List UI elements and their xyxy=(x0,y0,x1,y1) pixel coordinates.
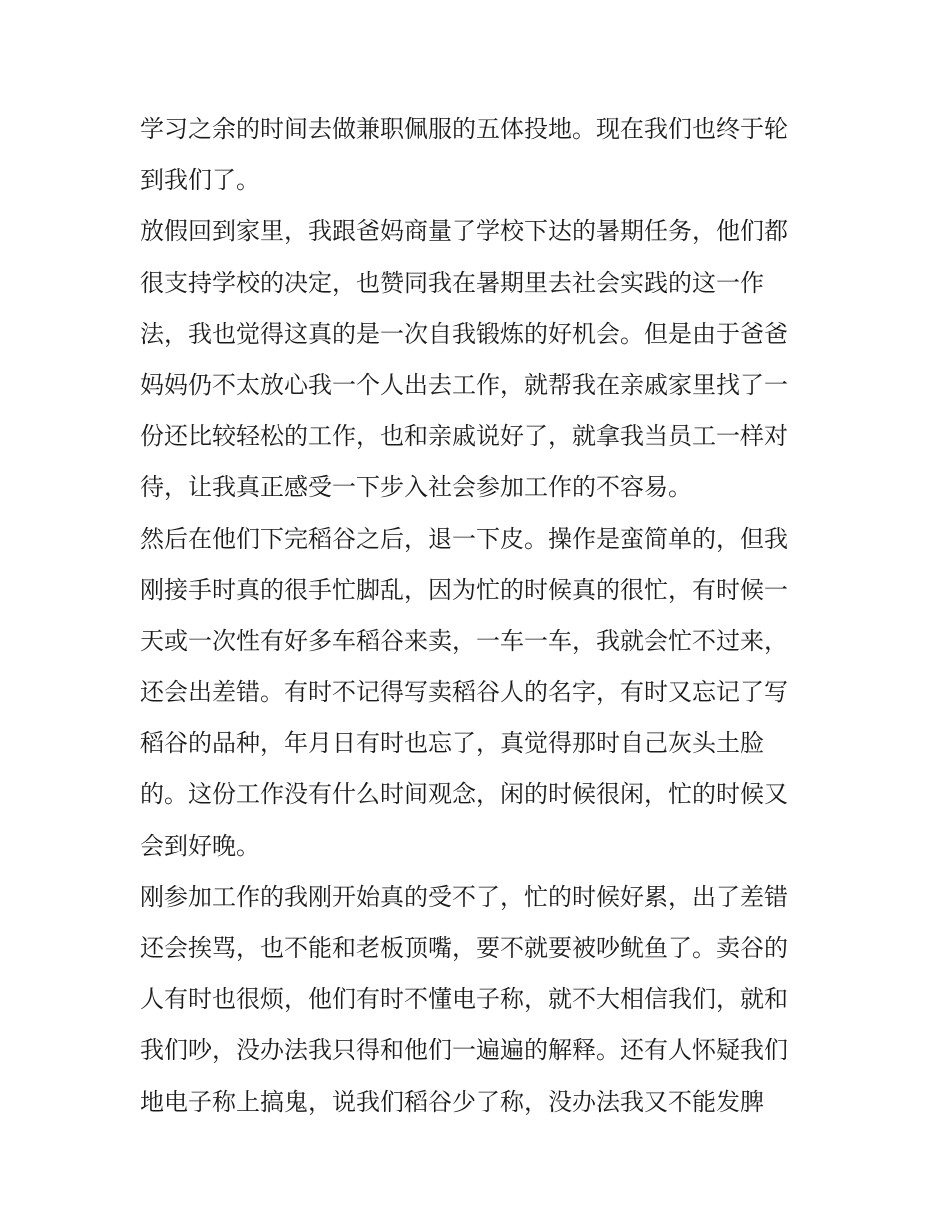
text-line: 放假回到家里，我跟爸妈商量了学校下达的暑期任务，他们都 xyxy=(140,217,788,246)
text-line: 地电子称上搞鬼，说我们稻谷少了称，没办法我又不能发脾 xyxy=(140,1087,764,1116)
text-line: 刚参加工作的我刚开始真的受不了，忙的时候好累，出了差错 xyxy=(140,882,788,911)
text-line: 法，我也觉得这真的是一次自我锻炼的好机会。但是由于爸爸 xyxy=(140,319,788,348)
document-body xyxy=(140,104,830,1128)
text-line: 很支持学校的决定，也赞同我在暑期里去社会实践的这一作 xyxy=(140,268,764,297)
text-line: 到我们了。 xyxy=(140,166,260,195)
text-line: 份还比较轻松的工作，也和亲戚说好了，就拿我当员工一样对 xyxy=(140,422,788,451)
text-line: 人有时也很烦，他们有时不懂电子称，就不大相信我们，就和 xyxy=(140,985,788,1014)
text-line: 我们吵，没办法我只得和他们一遍遍的解释。还有人怀疑我们 xyxy=(140,1036,788,1065)
text-line: 的。这份工作没有什么时间观念，闲的时候很闲，忙的时候又 xyxy=(140,780,788,809)
text-line: 妈妈仍不太放心我一个人出去工作，就帮我在亲戚家里找了一 xyxy=(140,370,788,399)
text-line: 还会出差错。有时不记得写卖稻谷人的名字，有时又忘记了写 xyxy=(140,678,788,707)
text-line: 还会挨骂，也不能和老板顶嘴，要不就要被吵鱿鱼了。卖谷的 xyxy=(140,934,788,962)
text-line: 刚接手时真的很手忙脚乱，因为忙的时候真的很忙，有时候一 xyxy=(140,575,788,604)
text-line: 会到好晚。 xyxy=(140,831,260,860)
text-line: 学习之余的时间去做兼职佩服的五体投地。现在我们也终于轮 xyxy=(140,115,788,143)
text-line: 稻谷的品种，年月日有时也忘了，真觉得那时自己灰头土脸 xyxy=(140,729,764,758)
text-line: 天或一次性有好多车稻谷来卖，一车一车，我就会忙不过来， xyxy=(140,626,788,655)
text-line: 待，让我真正感受一下步入社会参加工作的不容易。 xyxy=(140,473,692,502)
text-line: 然后在他们下完稻谷之后，退一下皮。操作是蛮简单的，但我 xyxy=(140,524,788,553)
